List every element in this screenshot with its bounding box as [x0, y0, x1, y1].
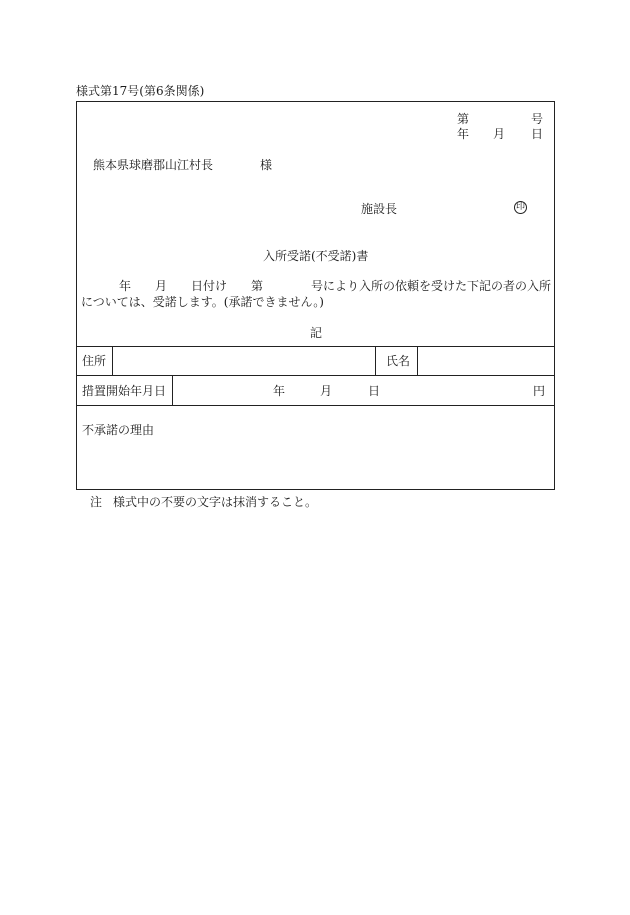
form-frame	[76, 101, 555, 490]
header-dai: 第	[457, 112, 470, 126]
sender-title: 施設長	[361, 202, 398, 216]
form-number: 様式第17号(第6条関係)	[76, 84, 205, 98]
start-date-year: 年	[273, 384, 286, 398]
start-date-divider	[172, 375, 173, 405]
ki-label: 記	[310, 326, 323, 340]
body-text-line1: 号により入所の依頼を受けた下記の者の入所	[311, 279, 552, 293]
header-month: 月	[493, 127, 506, 141]
address-label: 住所	[82, 354, 107, 368]
body-year: 年	[119, 279, 132, 293]
addressee-name: 熊本県球磨郡山江村長	[93, 158, 214, 172]
table-row2-line	[77, 405, 554, 406]
start-date-label: 措置開始年月日	[82, 384, 167, 398]
body-text-line2: については、受諾します。(承諾できません。)	[81, 295, 324, 309]
body-day-dated: 日付け	[191, 279, 228, 293]
name-label: 氏名	[386, 354, 411, 368]
start-date-month: 月	[320, 384, 333, 398]
start-date-day: 日	[368, 384, 381, 398]
table-top-line	[77, 346, 554, 347]
name-left-divider	[375, 346, 376, 375]
header-go: 号	[531, 112, 544, 126]
yen-label: 円	[533, 384, 546, 398]
body-month: 月	[155, 279, 168, 293]
body-dai: 第	[251, 279, 264, 293]
seal-mark: 印	[515, 202, 525, 212]
reason-label: 不承諾の理由	[82, 423, 155, 437]
header-day: 日	[531, 127, 544, 141]
address-divider	[112, 346, 113, 375]
table-row1-line	[77, 375, 554, 376]
note-text: 様式中の不要の文字は抹消すること。	[113, 495, 318, 509]
doc-title: 入所受諾(不受諾)書	[263, 249, 369, 263]
addressee-honorific: 様	[260, 158, 273, 172]
note-label: 注	[90, 495, 103, 509]
header-year: 年	[457, 127, 470, 141]
name-right-divider	[417, 346, 418, 375]
